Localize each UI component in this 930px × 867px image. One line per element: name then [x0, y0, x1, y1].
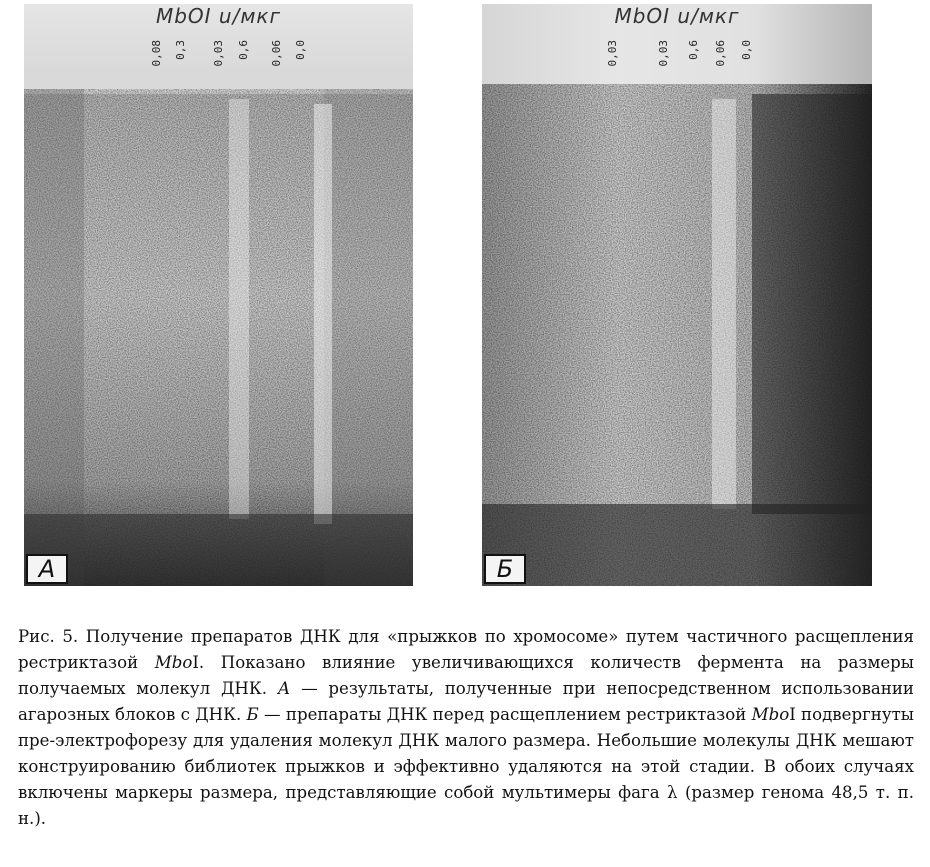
gel-image-b — [482, 4, 872, 586]
lane-label: 0,08 — [150, 40, 163, 67]
lane-label: 0,6 — [687, 40, 700, 60]
lane-label: 0,03 — [657, 40, 670, 67]
gel-image-a — [24, 4, 413, 586]
panel-b-letter: Б — [484, 554, 526, 584]
caption-enzyme: Mbo — [751, 705, 790, 724]
panel-a-letter: A — [26, 554, 68, 584]
caption-enzyme: Mbo — [154, 653, 193, 672]
caption-text-b: — препараты ДНК перед расщеплением рестриктазой — [258, 705, 752, 724]
lane-label: 0,0 — [294, 40, 307, 60]
lane-label: 0,0 — [740, 40, 753, 60]
panel-b-header: MbOI u/мкг — [614, 4, 740, 28]
caption-label-b: Б — [246, 705, 259, 724]
caption-text: I. Показано влияние увеличивающихся количеств фермента на размеры получаемых молекул ДНК. — [18, 653, 914, 698]
gel-panel-b — [482, 4, 872, 586]
lane-label: 0,06 — [714, 40, 727, 67]
gel-panel-a — [24, 4, 413, 586]
lane-label: 0,3 — [174, 40, 187, 60]
lane-label: 0,06 — [270, 40, 283, 67]
figure-caption — [18, 624, 914, 832]
caption-lead: Рис. 5. Получение препаратов ДНК для «прыжков по хромосоме» путем частичного расщепления рестриктазой — [18, 627, 914, 672]
caption-label-a: А — [277, 679, 291, 698]
panel-a-header: MbOI u/мкг — [155, 4, 282, 28]
caption-text-a: — результаты, полученные при непосредственном использовании агарозных блоков с ДНК. — [18, 679, 914, 724]
caption-text-b-end: I подвергнуты пре-электрофорезу для удаления молекул ДНК малого размера. Небольшие молекулы ДНК мешают конструированию библиотек прыжков и эффективно удаляются на этой стадии. В обоих случаях включены маркеры размера, представляющие собой мультимеры фага λ (размер генома 48,5 т. п. н.). — [18, 705, 914, 828]
lane-label: 0,03 — [212, 40, 225, 67]
lane-label: 0,03 — [606, 40, 619, 67]
lane-label: 0,6 — [237, 40, 250, 60]
